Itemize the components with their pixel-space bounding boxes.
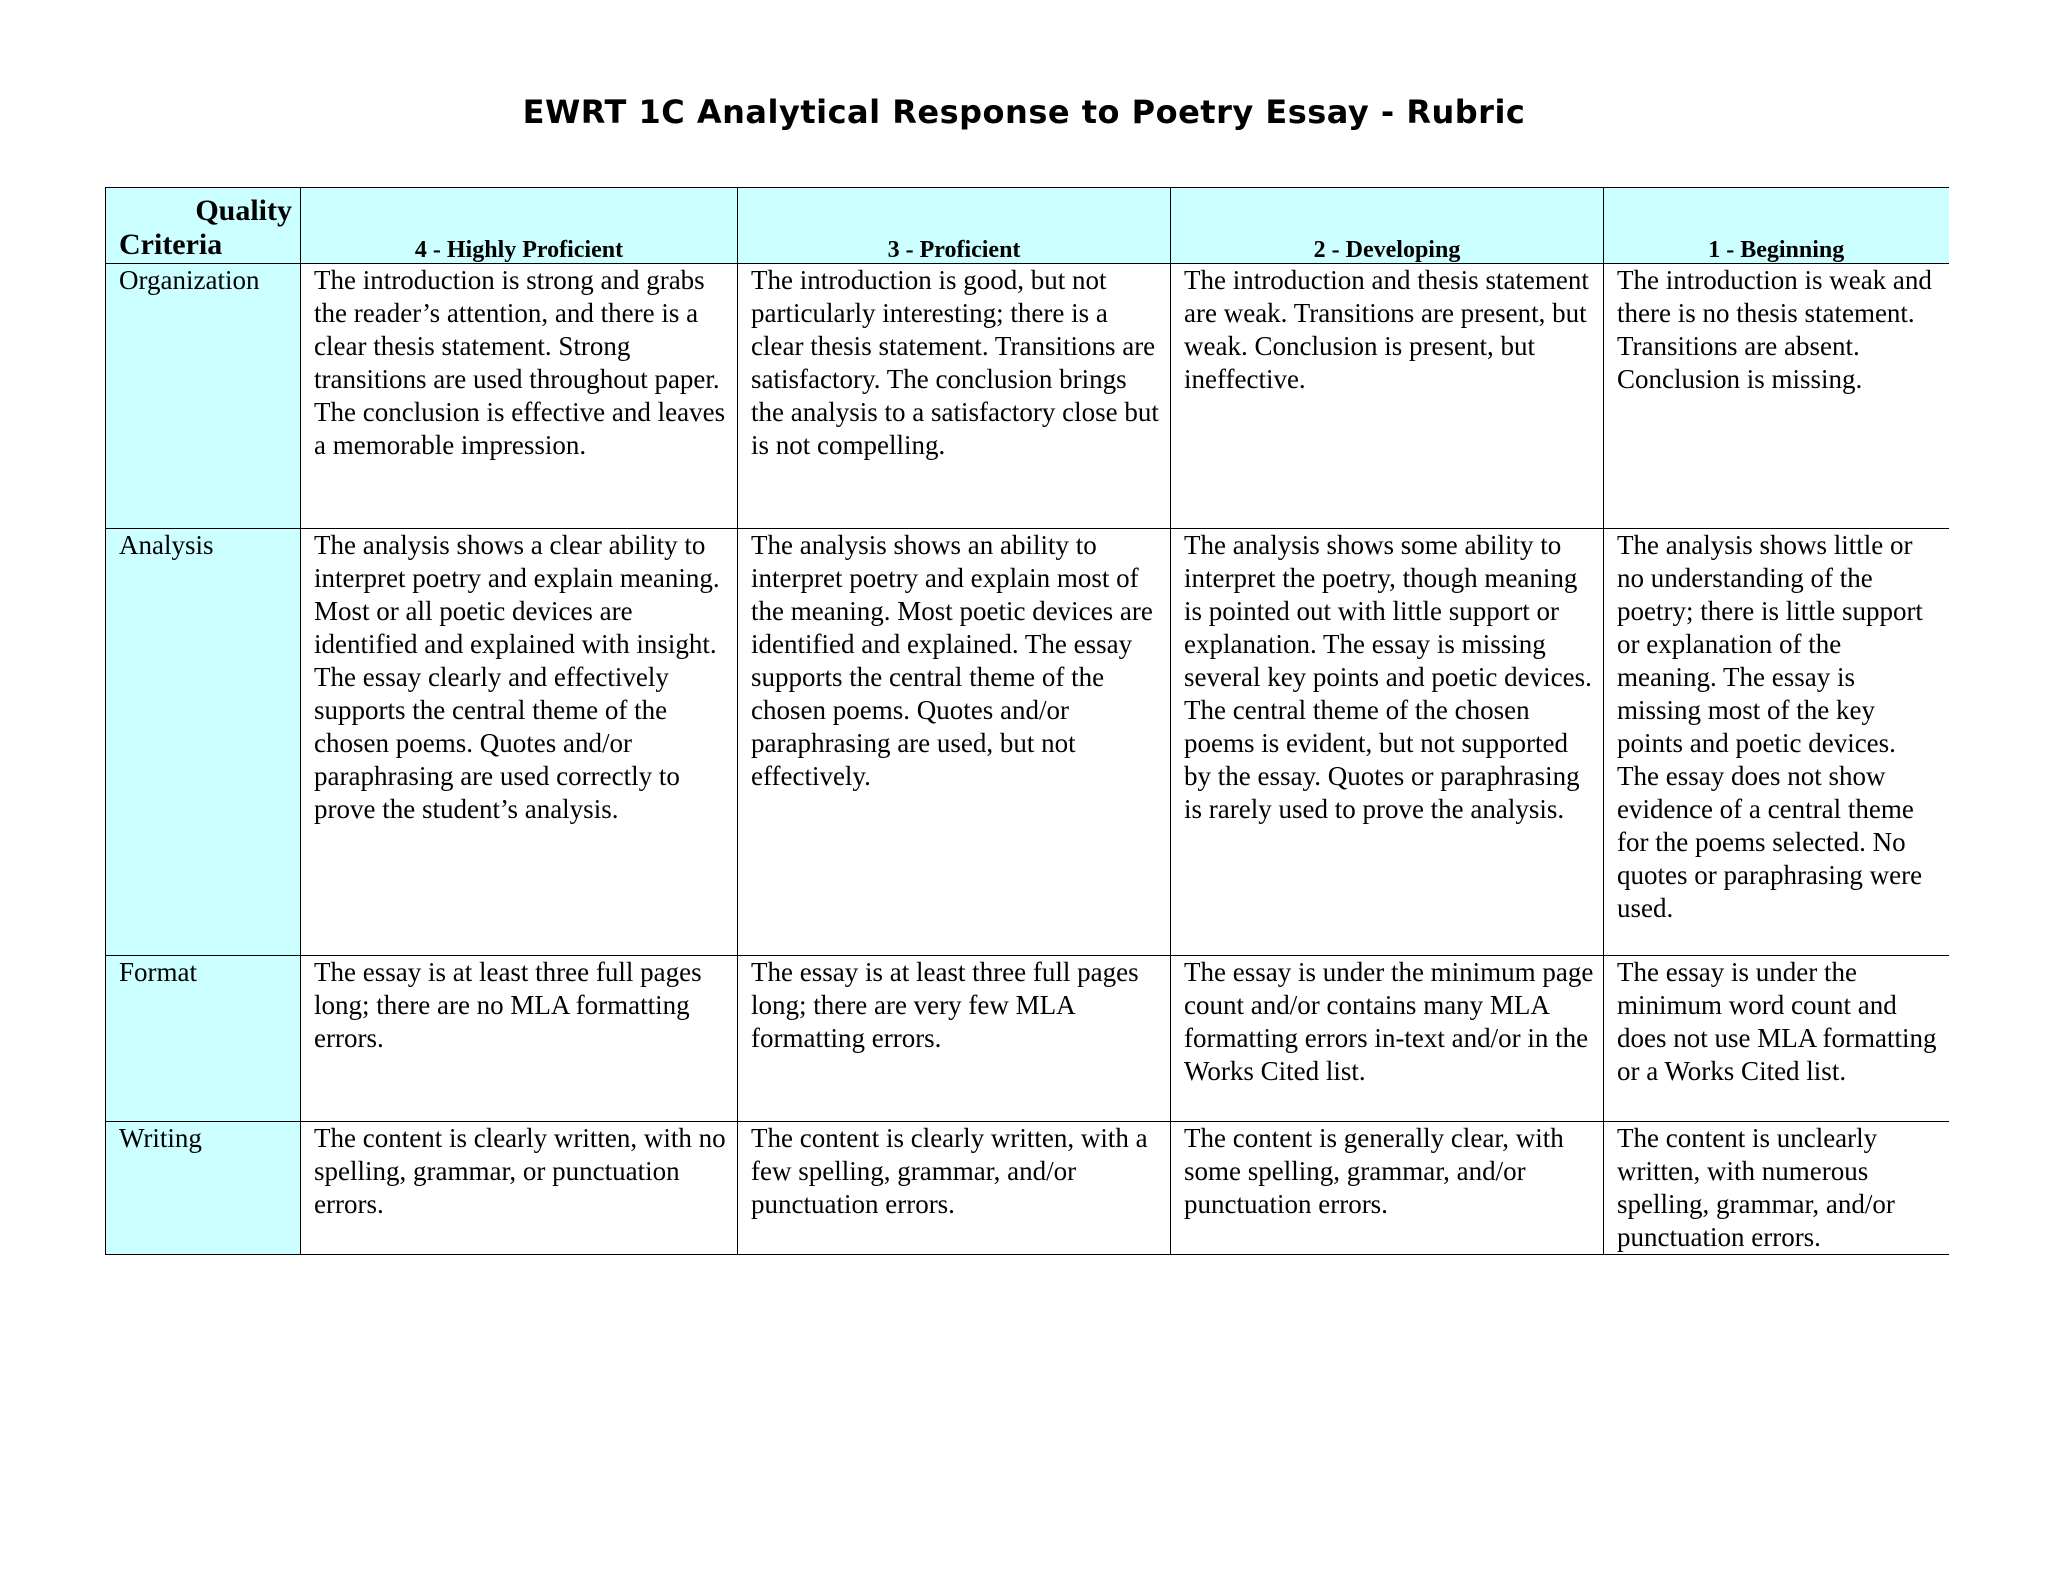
- header-row: [106, 188, 1949, 264]
- organization-level-3-cell: The introduction is good, but not particularly interesting; there is a clear thesis statement. Transitions are satisfactory. The conclusion brings the analysis to a satisfactory close but is not compelling.: [738, 264, 1171, 529]
- format-level-3-cell: The essay is at least three full pages long; there are very few MLA formatting errors.: [738, 956, 1171, 1122]
- rubric-table: [105, 187, 1949, 1255]
- page-title: EWRT 1C Analytical Response to Poetry Essay - Rubric: [522, 93, 1526, 131]
- analysis-level-4-cell: The analysis shows a clear ability to interpret poetry and explain meaning. Most or all poetic devices are identified and explained with insight. The essay clearly and effectively supports the central theme of the chosen poems. Quotes and/or paraphrasing are used correctly to prove the student’s analysis.: [301, 529, 738, 956]
- quality-label: Quality: [195, 194, 292, 227]
- format-level-2-cell: The essay is under the minimum page count and/or contains many MLA formatting errors in-text and/or in the Works Cited list.: [1171, 956, 1604, 1122]
- level-3-header: 3 - Proficient: [738, 188, 1171, 264]
- writing-level-1-cell: The content is unclearly written, with numerous spelling, grammar, and/or punctuation errors.: [1604, 1122, 1949, 1255]
- criterion-format: Format: [106, 956, 301, 1122]
- level-2-header: 2 - Developing: [1171, 188, 1604, 264]
- table-row-organization: [106, 264, 1949, 529]
- analysis-level-1-cell: The analysis shows little or no understanding of the poetry; there is little support or explanation of the meaning. The essay is missing most of the key points and poetic devices. The essay does not show evidence of a central theme for the poems selected. No quotes or paraphrasing were used.: [1604, 529, 1949, 956]
- writing-level-3-cell: The content is clearly written, with a few spelling, grammar, and/or punctuation errors.: [738, 1122, 1171, 1255]
- criteria-label: Criteria: [119, 228, 223, 261]
- criterion-organization: Organization: [106, 264, 301, 529]
- organization-level-1-cell: The introduction is weak and there is no thesis statement. Transitions are absent. Conclusion is missing.: [1604, 264, 1949, 529]
- analysis-level-3-cell: The analysis shows an ability to interpret poetry and explain most of the meaning. Most poetic devices are identified and explained. The essay supports the central theme of the chosen poems. Quotes and/or paraphrasing are used, but not effectively.: [738, 529, 1171, 956]
- organization-level-4-cell: The introduction is strong and grabs the reader’s attention, and there is a clear thesis statement. Strong transitions are used throughout paper. The conclusion is effective and leaves a memorable impression.: [301, 264, 738, 529]
- criterion-writing: Writing: [106, 1122, 301, 1255]
- writing-level-4-cell: The content is clearly written, with no spelling, grammar, or punctuation errors.: [301, 1122, 738, 1255]
- table-row-format: [106, 956, 1949, 1122]
- organization-level-2-cell: The introduction and thesis statement are weak. Transitions are present, but weak. Conclusion is present, but ineffective.: [1171, 264, 1604, 529]
- format-level-4-cell: The essay is at least three full pages long; there are no MLA formatting errors.: [301, 956, 738, 1122]
- quality-criteria-header: [106, 188, 301, 264]
- writing-level-2-cell: The content is generally clear, with some spelling, grammar, and/or punctuation errors.: [1171, 1122, 1604, 1255]
- format-level-1-cell: The essay is under the minimum word count and does not use MLA formatting or a Works Cited list.: [1604, 956, 1949, 1122]
- level-4-header: 4 - Highly Proficient: [301, 188, 738, 264]
- table-row-analysis: [106, 529, 1949, 956]
- criterion-analysis: Analysis: [106, 529, 301, 956]
- table-row-writing: [106, 1122, 1949, 1255]
- analysis-level-2-cell: The analysis shows some ability to interpret the poetry, though meaning is pointed out with little support or explanation. The essay is missing several key points and poetic devices. The central theme of the chosen poems is evident, but not supported by the essay. Quotes or paraphrasing is rarely used to prove the analysis.: [1171, 529, 1604, 956]
- level-1-header: 1 - Beginning: [1604, 188, 1949, 264]
